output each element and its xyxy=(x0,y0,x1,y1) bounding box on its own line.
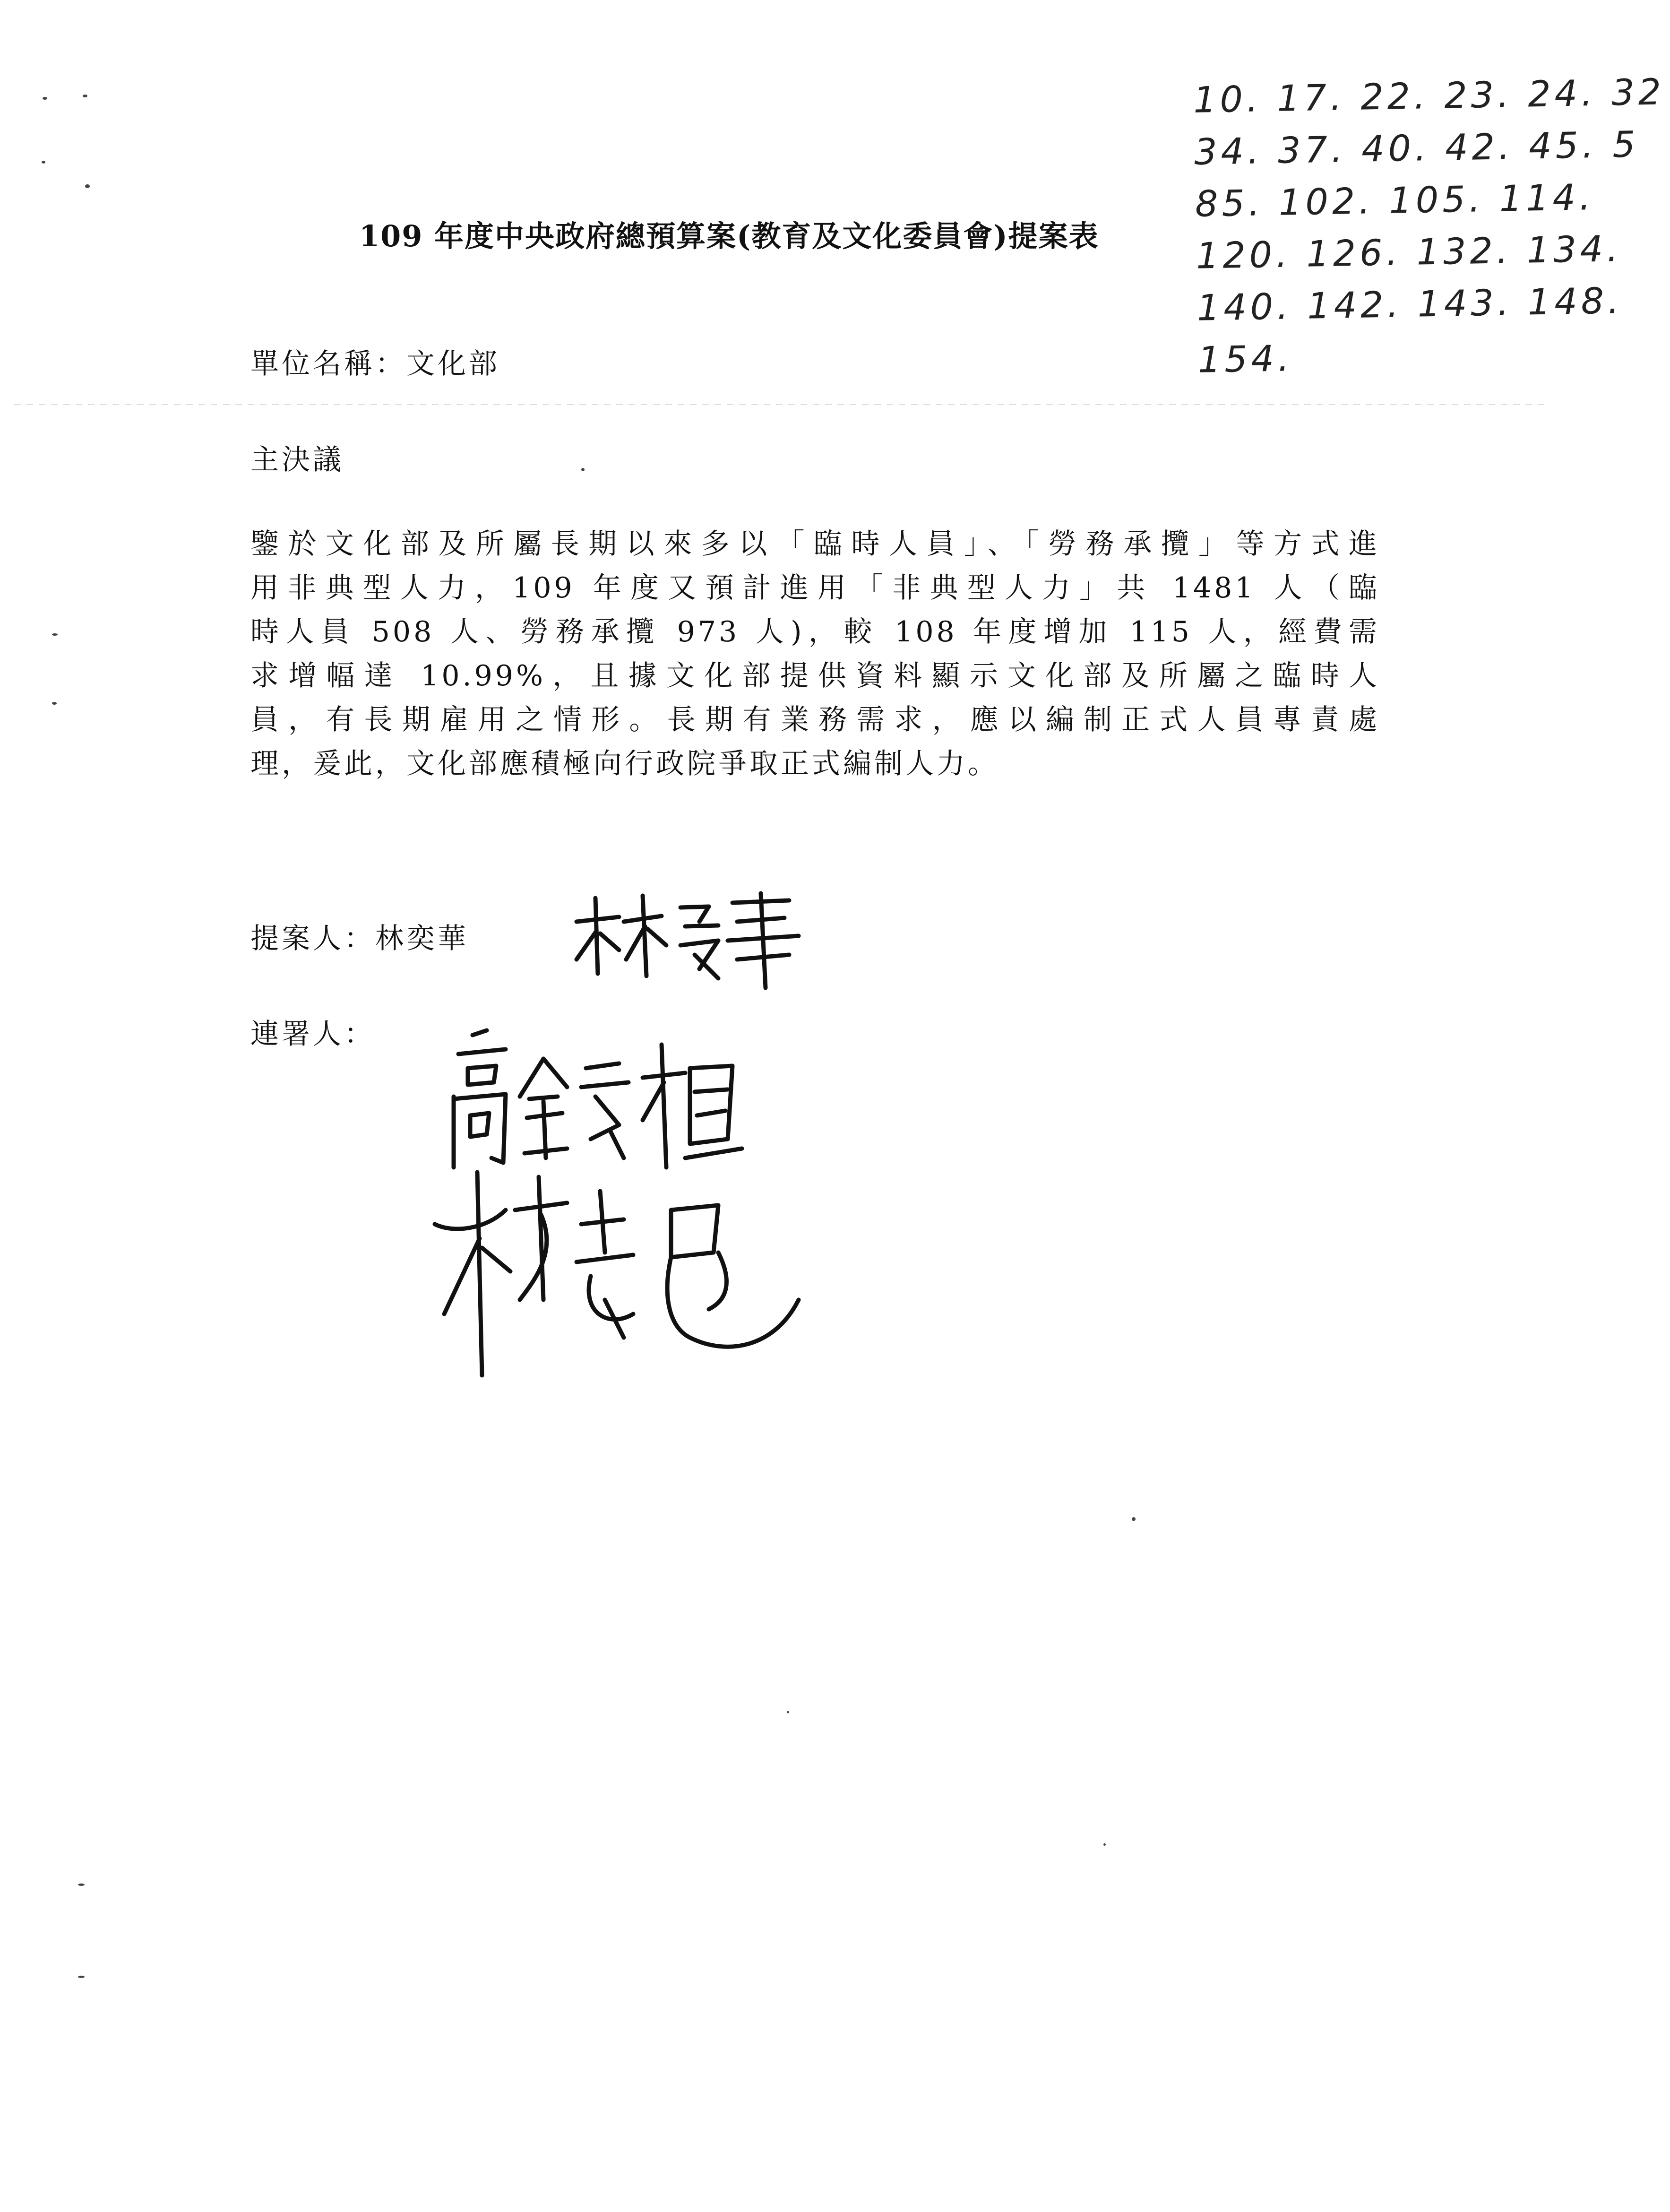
body-line: 員，有長期雇用之情形。長期有業務需求，應以編制正式人員專責處 xyxy=(250,703,1380,736)
scan-speck xyxy=(83,95,87,97)
body-line: 用非典型人力，109 年度又預計進用「非典型人力」共 1481 人（臨 xyxy=(250,571,1380,605)
scan-speck xyxy=(581,468,585,471)
body-line: 鑒於文化部及所屬長期以來多以「臨時人員」、「勞務承攬」等方式進 xyxy=(250,527,1380,561)
scan-speck xyxy=(787,1711,789,1713)
decision-body xyxy=(250,522,1380,786)
scan-speck xyxy=(42,161,45,164)
scan-fold-line xyxy=(14,404,1550,405)
handwritten-number-line: 140. 142. 143. 148. xyxy=(1197,279,1623,329)
scan-speck xyxy=(1132,1517,1136,1521)
scan-speck xyxy=(1103,1843,1106,1846)
handwritten-number-line: 120. 126. 132. 134. xyxy=(1196,227,1623,277)
cosigner-signature-1 xyxy=(439,1016,751,1177)
scan-speck xyxy=(78,1976,85,1978)
cosigner-label: 連署人： xyxy=(250,1018,375,1051)
proposer-signature xyxy=(567,889,813,993)
handwritten-number-line: 10. 17. 22. 23. 24. 32 xyxy=(1193,70,1665,121)
scan-speck xyxy=(52,702,57,705)
document-title: 109 年度中央政府總預算案(教育及文化委員會)提案表 xyxy=(359,219,1099,253)
proposer-label: 提案人：林奕華 xyxy=(250,922,469,955)
body-line: 求增幅達 10.99%，且據文化部提供資料顯示文化部及所屬之臨時人 xyxy=(250,659,1380,692)
handwritten-number-line: 34. 37. 40. 42. 45. 5 xyxy=(1194,123,1640,173)
body-line: 時人員 508 人、勞務承攬 973 人)，較 108 年度增加 115 人，經費需 xyxy=(250,615,1380,648)
unit-name: 單位名稱：文化部 xyxy=(250,347,500,380)
decision-heading: 主決議 xyxy=(250,443,344,476)
scan-speck xyxy=(52,633,58,636)
scan-speck xyxy=(78,1884,85,1886)
scan-speck xyxy=(85,184,90,188)
handwritten-number-line: 154. xyxy=(1197,337,1293,381)
body-line: 理，爰此，文化部應積極向行政院爭取正式編制人力。 xyxy=(250,747,999,780)
scan-speck xyxy=(43,97,47,100)
cosigner-signature-2 xyxy=(425,1158,813,1380)
handwritten-reference-numbers xyxy=(1193,68,1665,386)
handwritten-number-line: 85. 102. 105. 114. xyxy=(1195,176,1595,225)
